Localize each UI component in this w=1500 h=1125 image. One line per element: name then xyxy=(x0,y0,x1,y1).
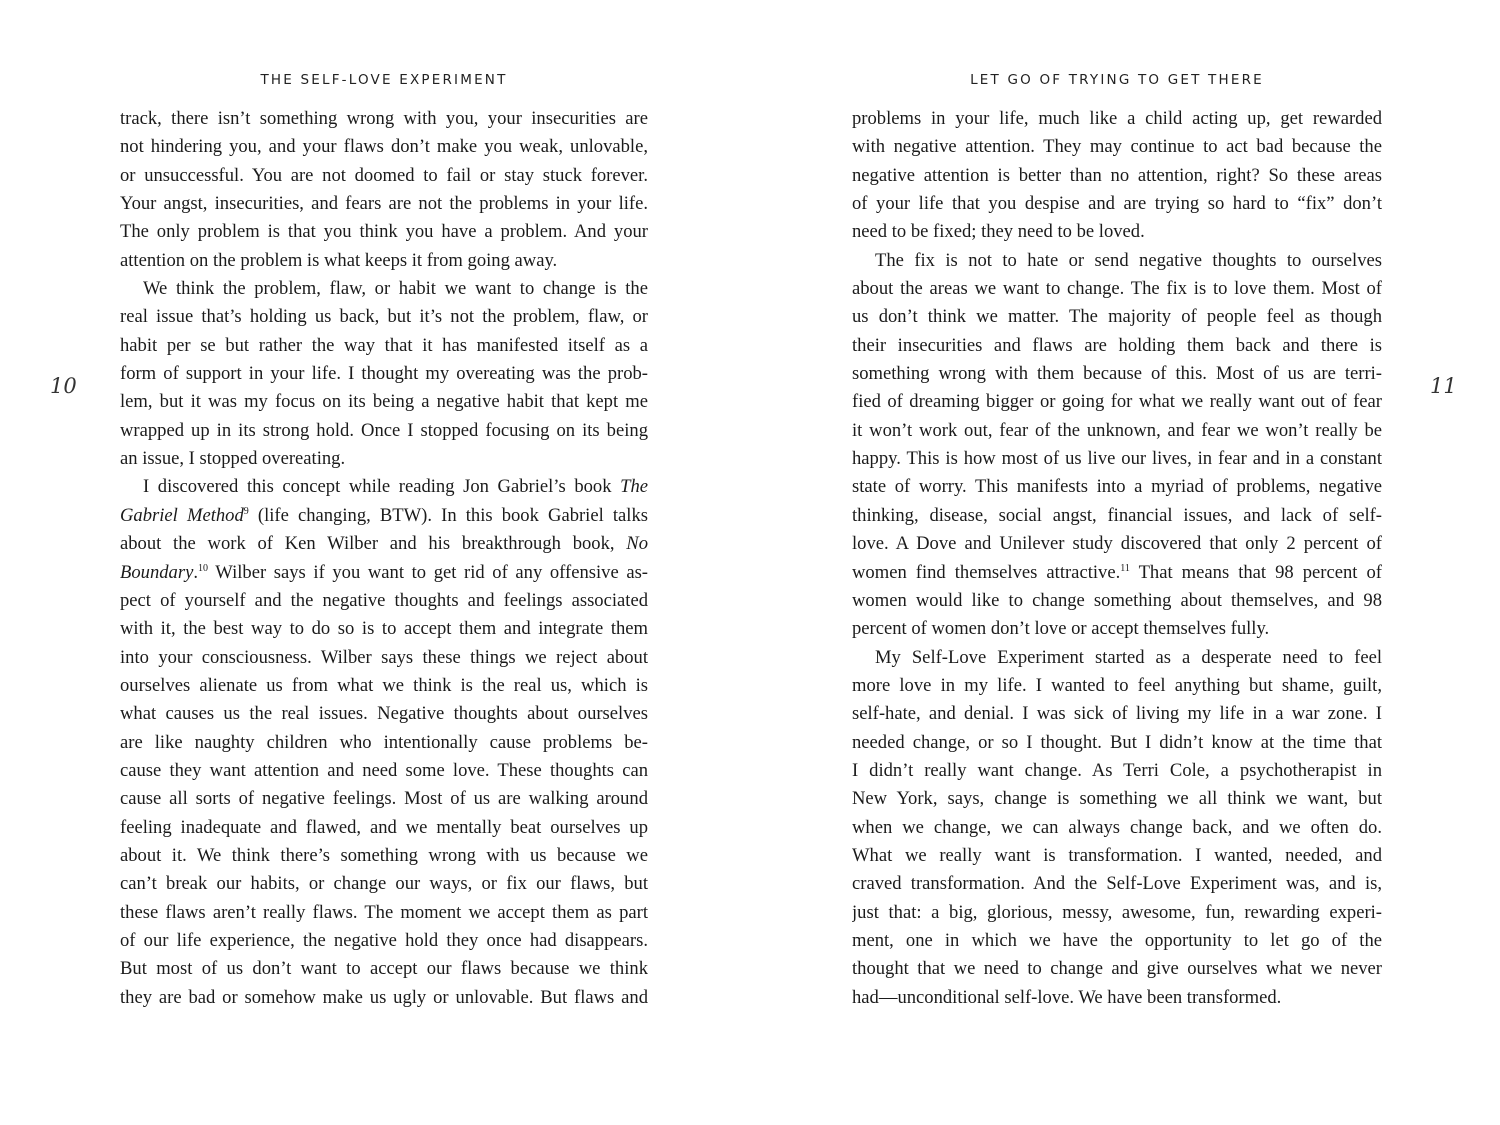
text-line xyxy=(852,190,1382,218)
text-line xyxy=(852,388,1382,416)
text-line xyxy=(852,757,1382,785)
text-line xyxy=(852,218,1382,246)
text-line xyxy=(120,218,648,246)
text-line xyxy=(120,842,648,870)
line-text: thought that we need to change and give ourselves what we never xyxy=(852,958,1382,980)
running-head-right: LET GO OF TRYING TO GET THERE xyxy=(970,72,1264,88)
line-text: self-hate, and denial. I was sick of living my life in a war zone. I xyxy=(852,703,1382,725)
line-text: negative attention is better than no attention, right? So these areas xyxy=(852,164,1382,186)
text-line xyxy=(852,587,1382,615)
text-line xyxy=(852,417,1382,445)
footnote-marker: 10 xyxy=(198,562,208,574)
line-text: something wrong with them because of this. Most of us are terri- xyxy=(852,363,1382,385)
line-text: or unsuccessful. You are not doomed to fail or stay stuck forever. xyxy=(120,164,648,186)
text-line xyxy=(120,105,648,133)
line-text: of our life experience, the negative hold they once had disappears. xyxy=(120,929,648,951)
line-text: The fix is not to hate or send negative thoughts to ourselves xyxy=(875,249,1382,271)
line-text: New York, says, change is something we all think we want, but xyxy=(852,788,1382,810)
line-text: needed change, or so I thought. But I didn’t know at the time that xyxy=(852,731,1382,753)
line-text: I discovered this concept while reading Jon Gabriel’s book xyxy=(143,476,621,498)
text-line xyxy=(852,530,1382,558)
line-text: pect of yourself and the negative thoughts and feelings associated xyxy=(120,589,648,611)
text-line xyxy=(120,899,648,927)
line-text: about it. We think there’s something wrong with us because we xyxy=(120,844,648,866)
text-line xyxy=(852,615,1382,643)
line-text: percent of women don’t love or accept themselves fully. xyxy=(852,618,1270,640)
footnote-marker: 11 xyxy=(1120,562,1130,574)
body-text-left xyxy=(120,105,648,1012)
line-text: real issue that’s holding us back, but it’s not the problem, flaw, or xyxy=(120,306,648,328)
line-text: Your angst, insecurities, and fears are not the problems in your life. xyxy=(120,193,648,215)
line-text: problems in your life, much like a child acting up, get rewarded xyxy=(852,108,1382,129)
line-text: My Self-Love Experiment started as a desperate need to feel xyxy=(875,646,1382,668)
page-number-left: 10 xyxy=(50,374,77,398)
line-text: fied of dreaming bigger or going for what we really want out of fear xyxy=(852,391,1382,413)
text-line xyxy=(852,785,1382,813)
line-text: The only problem is that you think you have a problem. And your xyxy=(120,221,648,243)
line-text: (life changing, BTW). In this book Gabriel talks xyxy=(248,504,648,526)
text-line xyxy=(120,502,648,530)
line-text: What we really want is transformation. I wanted, needed, and xyxy=(852,844,1382,866)
line-text: need to be fixed; they need to be loved. xyxy=(852,221,1145,243)
line-text: thinking, disease, social angst, financial issues, and lack of self- xyxy=(852,504,1382,526)
line-text: habit per se but rather the way that it has manifested itself as a xyxy=(120,334,648,356)
line-text: when we change, we can always change back, and we often do. xyxy=(852,816,1382,838)
text-line xyxy=(852,332,1382,360)
line-text: ourselves alienate us from what we think is the real us, which is xyxy=(120,674,648,696)
text-line xyxy=(852,842,1382,870)
line-text: cause they want attention and need some love. These thoughts can xyxy=(120,759,648,781)
text-line xyxy=(852,955,1382,983)
line-text: lem, but it was my focus on its being a negative habit that kept me xyxy=(120,391,648,413)
line-text: happy. This is how most of us live our lives, in fear and in a constant xyxy=(852,448,1382,470)
text-line xyxy=(852,303,1382,331)
text-line xyxy=(852,360,1382,388)
text-line xyxy=(120,615,648,643)
text-line xyxy=(852,700,1382,728)
line-text: attention on the problem is what keeps it from going away. xyxy=(120,249,558,271)
text-line xyxy=(852,275,1382,303)
text-line xyxy=(852,559,1382,587)
line-text: an issue, I stopped overeating. xyxy=(120,448,346,470)
line-text: with it, the best way to do so is to accept them and integrate them xyxy=(120,618,648,640)
text-line xyxy=(120,303,648,331)
line-text: they are bad or somehow make us ugly or unlovable. But flaws and xyxy=(120,986,648,1008)
line-text: craved transformation. And the Self-Love Experiment was, and is, xyxy=(852,873,1382,895)
text-line xyxy=(120,417,648,445)
text-line xyxy=(852,899,1382,927)
line-text: can’t break our habits, or change our ways, or fix our flaws, but xyxy=(120,873,648,895)
line-text: their insecurities and flaws are holding them back and there is xyxy=(852,334,1382,356)
text-line xyxy=(120,332,648,360)
line-text: women would like to change something about themselves, and 98 xyxy=(852,589,1382,611)
text-line xyxy=(120,672,648,700)
line-text: . xyxy=(193,561,198,583)
text-line xyxy=(852,644,1382,672)
line-text: wrapped up in its strong hold. Once I stopped focusing on its being xyxy=(120,419,648,441)
italic-text: No xyxy=(626,533,648,555)
text-line xyxy=(852,105,1382,133)
text-line xyxy=(120,530,648,558)
text-line xyxy=(120,559,648,587)
line-text: women find themselves attractive. xyxy=(852,561,1121,583)
line-text: state of worry. This manifests into a myriad of problems, negative xyxy=(852,476,1382,498)
text-line xyxy=(120,247,648,275)
text-line xyxy=(852,162,1382,190)
running-head-left: THE SELF-LOVE EXPERIMENT xyxy=(260,72,508,88)
text-line xyxy=(852,729,1382,757)
text-line xyxy=(120,700,648,728)
line-text: these flaws aren’t really flaws. The moment we accept them as part xyxy=(120,901,648,923)
line-text: love. A Dove and Unilever study discovered that only 2 percent of xyxy=(852,533,1382,555)
text-line xyxy=(852,984,1382,1012)
line-text: ment, one in which we have the opportunity to let go of the xyxy=(852,929,1382,951)
text-line xyxy=(852,445,1382,473)
text-line xyxy=(120,587,648,615)
text-line xyxy=(120,388,648,416)
line-text: track, there isn’t something wrong with you, your insecurities are xyxy=(120,108,648,129)
line-text: That means that 98 percent of xyxy=(1129,561,1382,583)
text-line xyxy=(852,672,1382,700)
text-line xyxy=(852,814,1382,842)
text-line xyxy=(120,927,648,955)
line-text: But most of us don’t want to accept our flaws because we think xyxy=(120,958,648,980)
line-text: about the areas we want to change. The fix is to love them. Most of xyxy=(852,278,1382,300)
page-number-right: 11 xyxy=(1430,374,1457,398)
text-line xyxy=(852,133,1382,161)
text-line xyxy=(852,870,1382,898)
line-text: into your consciousness. Wilber says these things we reject about xyxy=(120,646,648,668)
line-text: I didn’t really want change. As Terri Cole, a psychotherapist in xyxy=(852,759,1382,781)
line-text: not hindering you, and your flaws don’t make you weak, unlovable, xyxy=(120,136,648,158)
text-line xyxy=(120,473,648,501)
line-text: it won’t work out, fear of the unknown, and fear we won’t really be xyxy=(852,419,1382,441)
text-line xyxy=(852,247,1382,275)
text-line xyxy=(120,814,648,842)
text-line xyxy=(120,360,648,388)
text-line xyxy=(120,757,648,785)
line-text: Wilber says if you want to get rid of any offensive as- xyxy=(208,561,648,583)
text-line xyxy=(120,984,648,1012)
text-line xyxy=(120,190,648,218)
text-line xyxy=(120,275,648,303)
text-line xyxy=(120,133,648,161)
line-text: cause all sorts of negative feelings. Most of us are walking around xyxy=(120,788,648,810)
text-line xyxy=(120,162,648,190)
text-line xyxy=(120,955,648,983)
text-line xyxy=(120,785,648,813)
line-text: form of support in your life. I thought my overeating was the prob- xyxy=(120,363,648,385)
line-text: about the work of Ken Wilber and his breakthrough book, xyxy=(120,533,627,555)
line-text: are like naughty children who intentionally cause problems be- xyxy=(120,731,648,753)
line-text: had—unconditional self-love. We have been transformed. xyxy=(852,986,1282,1008)
text-line xyxy=(120,644,648,672)
italic-text: Gabriel Method xyxy=(120,504,244,526)
text-line xyxy=(120,729,648,757)
text-line xyxy=(852,927,1382,955)
line-text: more love in my life. I wanted to feel anything but shame, guilt, xyxy=(852,674,1382,696)
text-line xyxy=(852,473,1382,501)
line-text: just that: a big, glorious, messy, awesome, fun, rewarding experi- xyxy=(852,901,1382,923)
line-text: of your life that you despise and are trying so hard to “fix” don’t xyxy=(852,193,1382,215)
text-line xyxy=(852,502,1382,530)
line-text: what causes us the real issues. Negative thoughts about ourselves xyxy=(120,703,648,725)
line-text: with negative attention. They may continue to act bad because the xyxy=(852,136,1382,158)
body-text-right xyxy=(852,105,1382,1012)
line-text: feeling inadequate and flawed, and we mentally beat ourselves up xyxy=(120,816,648,838)
text-line xyxy=(120,445,648,473)
footnote-marker: 9 xyxy=(243,505,249,517)
line-text: We think the problem, flaw, or habit we want to change is the xyxy=(143,278,648,300)
italic-text: The xyxy=(620,476,648,498)
line-text: us don’t think we matter. The majority of people feel as though xyxy=(852,306,1382,328)
text-line xyxy=(120,870,648,898)
italic-text: Boundary xyxy=(120,561,194,583)
